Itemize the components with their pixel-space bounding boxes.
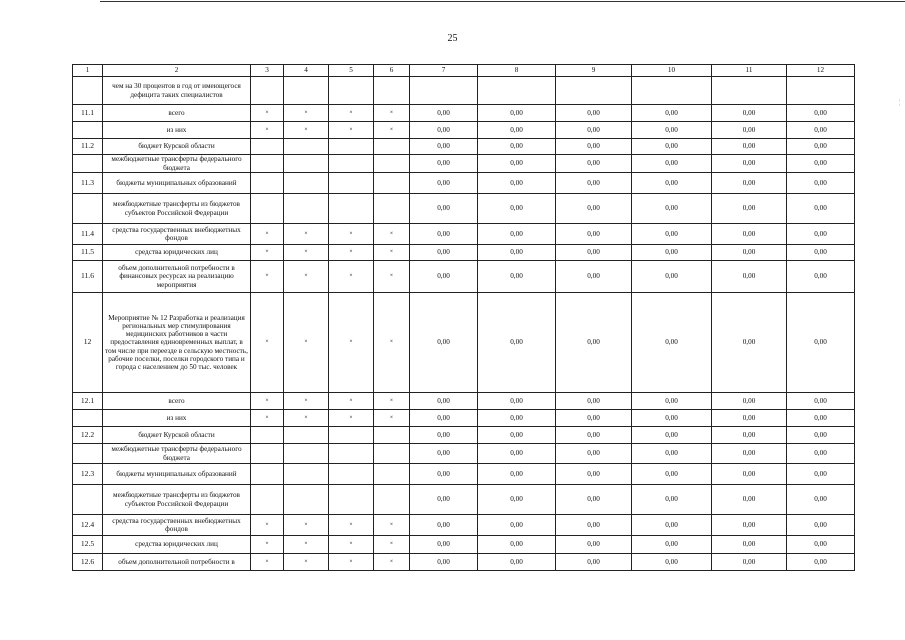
value-cell: ×	[284, 245, 329, 261]
row-label-cell: бюджет Курской области	[103, 427, 251, 444]
value-cell: 0,00	[556, 155, 632, 173]
value-cell: 0,00	[410, 427, 478, 444]
row-code-cell	[73, 77, 103, 105]
value-cell: 0,00	[410, 245, 478, 261]
value-cell	[251, 427, 284, 444]
table-row	[73, 139, 855, 155]
row-label-cell: Мероприятие № 12 Разработка и реализация региональных мер стимулирования медицинских работников в части предоставления единовременных выплат, в том числе при переезде в сельскую местность, рабочие поселки, поселки городского типа и города с населением до 50 тыс. человек	[103, 293, 251, 393]
value-cell: 0,00	[410, 515, 478, 536]
row-code-cell: 12.2	[73, 427, 103, 444]
row-code-cell	[73, 410, 103, 427]
row-code-cell: 11.4	[73, 224, 103, 245]
row-code-cell: 11.3	[73, 173, 103, 194]
value-cell: 0,00	[410, 410, 478, 427]
value-cell: 0,00	[410, 393, 478, 410]
column-number-header: 6	[374, 65, 410, 77]
row-label-cell: чем на 30 процентов в год от имеющегося дефицита таких специалистов	[103, 77, 251, 105]
value-cell: 0,00	[712, 293, 787, 393]
value-cell: ×	[329, 224, 374, 245]
table-row	[73, 515, 855, 536]
row-label-cell: бюджеты муниципальных образований	[103, 464, 251, 485]
value-cell: 0,00	[712, 194, 787, 224]
value-cell: 0,00	[556, 427, 632, 444]
table-row	[73, 485, 855, 515]
value-cell: 0,00	[556, 536, 632, 554]
value-cell: ×	[329, 393, 374, 410]
value-cell	[284, 194, 329, 224]
value-cell: 0,00	[410, 536, 478, 554]
value-cell: 0,00	[478, 245, 556, 261]
value-cell: 0,00	[712, 427, 787, 444]
value-cell	[251, 444, 284, 464]
column-number-header: 5	[329, 65, 374, 77]
value-cell: ×	[329, 536, 374, 554]
value-cell	[712, 77, 787, 105]
column-number-header: 4	[284, 65, 329, 77]
value-cell: 0,00	[556, 515, 632, 536]
value-cell: ×	[374, 245, 410, 261]
value-cell: 0,00	[787, 245, 855, 261]
row-label-cell: всего	[103, 105, 251, 122]
value-cell: 0,00	[712, 536, 787, 554]
value-cell: 0,00	[478, 261, 556, 293]
value-cell: 0,00	[712, 261, 787, 293]
value-cell: ×	[284, 122, 329, 139]
column-number-header: 9	[556, 65, 632, 77]
value-cell	[251, 77, 284, 105]
value-cell: 0,00	[712, 245, 787, 261]
value-cell: 0,00	[556, 245, 632, 261]
value-cell	[329, 194, 374, 224]
value-cell: ×	[374, 224, 410, 245]
value-cell	[284, 139, 329, 155]
value-cell: 0,00	[478, 194, 556, 224]
table-row	[73, 554, 855, 571]
value-cell: 0,00	[787, 427, 855, 444]
value-cell	[284, 444, 329, 464]
value-cell: 0,00	[632, 464, 712, 485]
value-cell: 0,00	[632, 155, 712, 173]
row-code-cell: 12.5	[73, 536, 103, 554]
row-code-cell: 11.2	[73, 139, 103, 155]
value-cell: ×	[284, 105, 329, 122]
value-cell: 0,00	[556, 122, 632, 139]
row-label-cell: из них	[103, 410, 251, 427]
table-row	[73, 536, 855, 554]
value-cell: 0,00	[556, 464, 632, 485]
value-cell: 0,00	[632, 554, 712, 571]
value-cell: 0,00	[632, 224, 712, 245]
edge-mark: ¦	[899, 100, 901, 106]
value-cell: 0,00	[556, 410, 632, 427]
value-cell: 0,00	[787, 536, 855, 554]
value-cell: 0,00	[712, 393, 787, 410]
page-number: 25	[447, 33, 458, 44]
value-cell: ×	[329, 105, 374, 122]
value-cell	[410, 77, 478, 105]
row-label-cell: всего	[103, 393, 251, 410]
value-cell: 0,00	[478, 485, 556, 515]
row-code-cell	[73, 485, 103, 515]
value-cell: 0,00	[556, 139, 632, 155]
value-cell: ×	[329, 293, 374, 393]
value-cell: 0,00	[787, 173, 855, 194]
value-cell: 0,00	[410, 155, 478, 173]
value-cell: 0,00	[787, 410, 855, 427]
value-cell: 0,00	[410, 293, 478, 393]
value-cell: 0,00	[632, 427, 712, 444]
value-cell: 0,00	[632, 139, 712, 155]
value-cell: 0,00	[478, 410, 556, 427]
value-cell: 0,00	[787, 155, 855, 173]
value-cell	[251, 173, 284, 194]
value-cell: 0,00	[632, 515, 712, 536]
row-code-cell: 12	[73, 293, 103, 393]
row-label-cell: из них	[103, 122, 251, 139]
value-cell: ×	[374, 515, 410, 536]
column-number-header: 8	[478, 65, 556, 77]
table-row	[73, 194, 855, 224]
row-label-cell: межбюджетные трансферты федерального бюджета	[103, 444, 251, 464]
value-cell: ×	[251, 410, 284, 427]
value-cell: 0,00	[787, 139, 855, 155]
row-label-cell: средства государственных внебюджетных фондов	[103, 515, 251, 536]
value-cell: 0,00	[787, 485, 855, 515]
value-cell: 0,00	[478, 444, 556, 464]
column-number-header: 7	[410, 65, 478, 77]
value-cell: 0,00	[632, 536, 712, 554]
value-cell: ×	[374, 105, 410, 122]
value-cell	[556, 77, 632, 105]
row-code-cell: 12.1	[73, 393, 103, 410]
value-cell	[478, 77, 556, 105]
value-cell	[251, 155, 284, 173]
value-cell: ×	[284, 410, 329, 427]
row-code-cell: 11.5	[73, 245, 103, 261]
value-cell: 0,00	[478, 554, 556, 571]
value-cell	[374, 485, 410, 515]
value-cell: ×	[251, 393, 284, 410]
value-cell: 0,00	[632, 444, 712, 464]
value-cell: 0,00	[712, 155, 787, 173]
value-cell: 0,00	[712, 139, 787, 155]
table-row	[73, 224, 855, 245]
value-cell: 0,00	[478, 427, 556, 444]
value-cell	[329, 427, 374, 444]
value-cell: 0,00	[478, 515, 556, 536]
value-cell: 0,00	[478, 105, 556, 122]
column-number-header: 1	[73, 65, 103, 77]
value-cell: 0,00	[478, 536, 556, 554]
row-label-cell: средства государственных внебюджетных фондов	[103, 224, 251, 245]
value-cell: ×	[251, 245, 284, 261]
value-cell: 0,00	[556, 444, 632, 464]
value-cell: ×	[374, 122, 410, 139]
table-row	[73, 173, 855, 194]
value-cell	[329, 485, 374, 515]
value-cell: ×	[329, 410, 374, 427]
column-number-header: 12	[787, 65, 855, 77]
value-cell	[251, 139, 284, 155]
value-cell: 0,00	[632, 105, 712, 122]
value-cell: 0,00	[556, 194, 632, 224]
value-cell: ×	[284, 224, 329, 245]
value-cell: ×	[251, 536, 284, 554]
value-cell: 0,00	[787, 554, 855, 571]
table-row	[73, 464, 855, 485]
row-code-cell: 12.6	[73, 554, 103, 571]
row-code-cell	[73, 444, 103, 464]
table-row	[73, 410, 855, 427]
value-cell	[329, 464, 374, 485]
value-cell: ×	[284, 261, 329, 293]
row-label-cell: объем дополнительной потребности в	[103, 554, 251, 571]
value-cell: ×	[284, 293, 329, 393]
value-cell: 0,00	[787, 393, 855, 410]
value-cell: 0,00	[556, 105, 632, 122]
value-cell: 0,00	[478, 122, 556, 139]
value-cell: 0,00	[410, 122, 478, 139]
value-cell	[251, 194, 284, 224]
value-cell: 0,00	[556, 224, 632, 245]
value-cell: ×	[251, 261, 284, 293]
value-cell: 0,00	[632, 261, 712, 293]
value-cell	[374, 444, 410, 464]
value-cell	[284, 77, 329, 105]
value-cell	[251, 464, 284, 485]
value-cell	[374, 77, 410, 105]
table-row	[73, 77, 855, 105]
value-cell: ×	[329, 515, 374, 536]
table-row	[73, 245, 855, 261]
value-cell: 0,00	[478, 224, 556, 245]
value-cell: 0,00	[712, 485, 787, 515]
value-cell: 0,00	[712, 515, 787, 536]
row-label-cell: средства юридических лиц	[103, 245, 251, 261]
value-cell: ×	[374, 293, 410, 393]
value-cell: ×	[284, 536, 329, 554]
value-cell: ×	[284, 393, 329, 410]
value-cell	[284, 485, 329, 515]
row-label-cell: межбюджетные трансферты из бюджетов субъектов Российской Федерации	[103, 485, 251, 515]
value-cell: 0,00	[410, 464, 478, 485]
value-cell: 0,00	[632, 122, 712, 139]
table-row	[73, 293, 855, 393]
value-cell: ×	[284, 515, 329, 536]
value-cell	[329, 173, 374, 194]
column-number-header: 10	[632, 65, 712, 77]
value-cell: 0,00	[787, 105, 855, 122]
top-border-line	[100, 1, 905, 2]
row-label-cell: межбюджетные трансферты федерального бюджета	[103, 155, 251, 173]
row-label-cell: средства юридических лиц	[103, 536, 251, 554]
value-cell: 0,00	[787, 194, 855, 224]
table-row	[73, 393, 855, 410]
value-cell: 0,00	[712, 464, 787, 485]
value-cell: ×	[329, 261, 374, 293]
value-cell: 0,00	[556, 293, 632, 393]
table-row	[73, 261, 855, 293]
value-cell	[251, 485, 284, 515]
row-code-cell	[73, 194, 103, 224]
row-label-cell: межбюджетные трансферты из бюджетов субъектов Российской Федерации	[103, 194, 251, 224]
value-cell	[374, 194, 410, 224]
value-cell: 0,00	[478, 155, 556, 173]
value-cell	[374, 173, 410, 194]
value-cell: ×	[374, 410, 410, 427]
table-row	[73, 122, 855, 139]
row-code-cell: 11.1	[73, 105, 103, 122]
budget-table	[72, 64, 855, 571]
value-cell: 0,00	[712, 554, 787, 571]
value-cell: 0,00	[632, 245, 712, 261]
row-label-cell: бюджет Курской области	[103, 139, 251, 155]
value-cell: 0,00	[632, 393, 712, 410]
value-cell	[787, 77, 855, 105]
value-cell	[374, 155, 410, 173]
value-cell: 0,00	[556, 485, 632, 515]
value-cell: 0,00	[410, 139, 478, 155]
value-cell: 0,00	[787, 464, 855, 485]
value-cell: 0,00	[478, 139, 556, 155]
table-row	[73, 155, 855, 173]
value-cell: ×	[329, 554, 374, 571]
value-cell: ×	[329, 245, 374, 261]
value-cell	[284, 173, 329, 194]
value-cell: 0,00	[712, 173, 787, 194]
value-cell	[374, 464, 410, 485]
value-cell: 0,00	[632, 293, 712, 393]
value-cell: ×	[374, 554, 410, 571]
value-cell: 0,00	[712, 410, 787, 427]
row-label-cell: бюджеты муниципальных образований	[103, 173, 251, 194]
value-cell: 0,00	[410, 105, 478, 122]
value-cell: 0,00	[556, 173, 632, 194]
value-cell: 0,00	[712, 224, 787, 245]
value-cell: 0,00	[712, 122, 787, 139]
value-cell: 0,00	[478, 393, 556, 410]
value-cell: 0,00	[556, 261, 632, 293]
value-cell: ×	[251, 224, 284, 245]
value-cell	[374, 139, 410, 155]
value-cell: ×	[374, 393, 410, 410]
table-header-row	[73, 65, 855, 77]
value-cell: 0,00	[787, 515, 855, 536]
value-cell: ×	[374, 261, 410, 293]
value-cell: 0,00	[787, 261, 855, 293]
value-cell: ×	[251, 122, 284, 139]
value-cell	[329, 139, 374, 155]
value-cell: 0,00	[410, 224, 478, 245]
value-cell	[329, 155, 374, 173]
value-cell	[284, 155, 329, 173]
value-cell: 0,00	[632, 410, 712, 427]
value-cell	[632, 77, 712, 105]
row-code-cell: 12.4	[73, 515, 103, 536]
value-cell: 0,00	[410, 194, 478, 224]
column-number-header: 3	[251, 65, 284, 77]
value-cell: 0,00	[410, 554, 478, 571]
row-code-cell: 11.6	[73, 261, 103, 293]
value-cell: 0,00	[410, 444, 478, 464]
value-cell: 0,00	[410, 261, 478, 293]
row-code-cell: 12.3	[73, 464, 103, 485]
value-cell	[329, 77, 374, 105]
value-cell: 0,00	[410, 485, 478, 515]
row-code-cell	[73, 155, 103, 173]
value-cell: ×	[374, 536, 410, 554]
value-cell: ×	[251, 554, 284, 571]
value-cell	[374, 427, 410, 444]
value-cell: ×	[251, 515, 284, 536]
row-label-cell: объем дополнительной потребности в финансовых ресурсах на реализацию мероприятия	[103, 261, 251, 293]
value-cell	[284, 427, 329, 444]
value-cell: 0,00	[712, 105, 787, 122]
column-number-header: 2	[103, 65, 251, 77]
value-cell: ×	[251, 293, 284, 393]
row-code-cell	[73, 122, 103, 139]
value-cell: 0,00	[556, 393, 632, 410]
table-row	[73, 427, 855, 444]
table-row	[73, 444, 855, 464]
value-cell: 0,00	[478, 464, 556, 485]
value-cell: 0,00	[787, 224, 855, 245]
value-cell: 0,00	[556, 554, 632, 571]
value-cell: 0,00	[478, 173, 556, 194]
value-cell: 0,00	[787, 444, 855, 464]
value-cell	[284, 464, 329, 485]
table-row	[73, 105, 855, 122]
value-cell: ×	[284, 554, 329, 571]
value-cell: 0,00	[632, 194, 712, 224]
value-cell: 0,00	[478, 293, 556, 393]
column-number-header: 11	[712, 65, 787, 77]
value-cell	[329, 444, 374, 464]
value-cell: 0,00	[632, 173, 712, 194]
value-cell: ×	[329, 122, 374, 139]
value-cell: 0,00	[787, 293, 855, 393]
value-cell: 0,00	[712, 444, 787, 464]
value-cell: ×	[251, 105, 284, 122]
value-cell: 0,00	[787, 122, 855, 139]
value-cell: 0,00	[632, 485, 712, 515]
value-cell: 0,00	[410, 173, 478, 194]
